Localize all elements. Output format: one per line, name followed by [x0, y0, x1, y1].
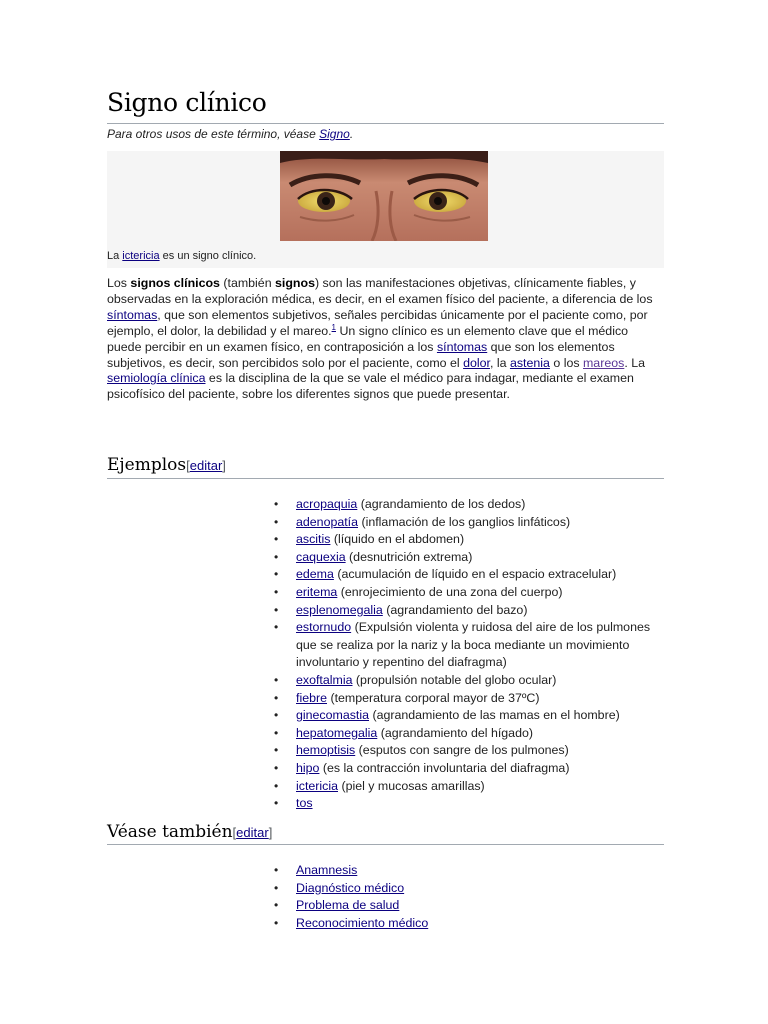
- bullet-icon: •: [274, 497, 279, 511]
- hatnote-link-signo[interactable]: Signo: [319, 127, 350, 141]
- example-description: (líquido en el abdomen): [330, 532, 465, 547]
- intro-text: Los: [107, 276, 131, 290]
- edit-bracket: [: [232, 825, 237, 840]
- edit-bracket: ]: [268, 825, 273, 840]
- example-term-link[interactable]: fiebre: [296, 690, 327, 705]
- reference-link[interactable]: 1: [331, 322, 336, 332]
- bullet-icon: •: [274, 708, 279, 723]
- intro-text: , la: [489, 355, 510, 370]
- example-term-link[interactable]: ictericia: [296, 778, 338, 793]
- link-sintomas[interactable]: síntomas: [107, 307, 158, 322]
- example-description: (temperatura corporal mayor de 37ºC): [327, 690, 540, 705]
- list-item: [274, 795, 656, 813]
- bullet-icon: •: [274, 898, 279, 913]
- bullet-icon: •: [274, 743, 279, 758]
- list-item: [274, 496, 656, 514]
- bullet-icon: •: [274, 549, 279, 564]
- bullet-icon: •: [274, 567, 279, 582]
- see-also-link[interactable]: Diagnóstico médico: [296, 880, 405, 895]
- intro-text: o los: [549, 355, 583, 370]
- section-divider: [107, 844, 664, 845]
- example-term-link[interactable]: tos: [296, 796, 313, 811]
- link-semiologia-clinica[interactable]: semiología clínica: [107, 371, 206, 386]
- example-description: (es la contracción involuntaria del diafragma): [319, 760, 570, 775]
- example-description: (agrandamiento de las mamas en el hombre): [369, 708, 620, 723]
- bullet-icon: •: [274, 514, 279, 529]
- list-item: [274, 549, 656, 567]
- list-item: [274, 880, 656, 898]
- list-item: [274, 760, 656, 778]
- edit-bracket: ]: [222, 458, 226, 473]
- example-term-link[interactable]: estornudo: [296, 620, 352, 635]
- example-description: (Expulsión violenta y ruidosa del aire de los pulmones que se realiza por la nariz y la boca mediante un movimiento involuntario y repentino del diafragma): [296, 620, 651, 670]
- intro-text: que son los elementos subjetivos, es decir, son percibidos solo por el paciente, como el: [107, 339, 615, 370]
- example-term-link[interactable]: edema: [296, 567, 334, 582]
- intro-text: , que son elementos subjetivos, señales percibidas únicamente por el paciente como, por ejemplo, el dolor, la debilidad y el mareo.: [107, 307, 648, 338]
- example-term-link[interactable]: eritema: [296, 584, 338, 599]
- intro-paragraph: [107, 276, 663, 403]
- example-term-link[interactable]: caquexia: [296, 549, 346, 564]
- list-item: [274, 778, 656, 796]
- caption-link-ictericia[interactable]: ictericia: [122, 250, 160, 262]
- bullet-icon: •: [274, 602, 279, 617]
- list-item: [274, 897, 656, 915]
- edit-section: [233, 825, 273, 840]
- intro-bold-term: signos: [275, 276, 315, 290]
- link-sintomas-2[interactable]: síntomas: [436, 339, 488, 354]
- intro-text: Un signo clínico es un elemento clave que el médico puede percibir en un examen físico, en contraposición a los: [107, 323, 629, 354]
- example-description: (agrandamiento del hígado): [377, 725, 533, 740]
- hatnote-suffix: .: [349, 127, 354, 141]
- bullet-icon: •: [274, 584, 279, 599]
- list-item: [274, 742, 656, 760]
- bullet-icon: •: [274, 880, 279, 895]
- bullet-icon: •: [274, 778, 279, 793]
- bullet-icon: •: [274, 863, 279, 877]
- section-title: Véase también: [107, 822, 233, 842]
- see-also-link[interactable]: Reconocimiento médico: [296, 915, 429, 930]
- list-item: [274, 531, 656, 549]
- list-item: [274, 584, 656, 602]
- list-item: [274, 602, 656, 620]
- caption-suffix: es un signo clínico.: [159, 250, 257, 262]
- page-title: Signo clínico: [107, 88, 267, 117]
- section-heading-ejemplos: [107, 455, 226, 475]
- see-also-link[interactable]: Anamnesis: [296, 863, 358, 877]
- hatnote: [107, 127, 353, 141]
- caption-prefix: La: [107, 250, 123, 262]
- figure-thumbnail: [107, 151, 664, 268]
- list-item: [274, 672, 656, 690]
- section-heading-vease-tambien: [107, 822, 272, 842]
- example-term-link[interactable]: esplenomegalia: [296, 602, 383, 617]
- example-description: (enrojecimiento de una zona del cuerpo): [337, 584, 563, 599]
- intro-bold-term: signos clínicos: [130, 276, 220, 290]
- list-item: [274, 862, 656, 880]
- bullet-icon: •: [274, 690, 279, 705]
- example-description: (esputos con sangre de los pulmones): [355, 743, 569, 758]
- bullet-icon: •: [274, 915, 279, 930]
- example-term-link[interactable]: ascitis: [296, 532, 331, 547]
- bullet-icon: •: [274, 760, 279, 775]
- title-divider: [107, 123, 664, 124]
- list-item: [274, 514, 656, 532]
- edit-link[interactable]: editar: [189, 458, 223, 473]
- example-term-link[interactable]: hipo: [296, 760, 320, 775]
- example-description: (desnutrición extrema): [345, 549, 473, 564]
- intro-text: es la disciplina de la que se vale el médico para indagar, mediante el examen psicofísico del paciente, sobre los diferentes signos que puede presentar.: [107, 371, 634, 402]
- figure-caption: [107, 250, 256, 262]
- examples-list: [274, 496, 656, 813]
- example-term-link[interactable]: ginecomastia: [296, 708, 370, 723]
- bullet-icon: •: [274, 532, 279, 547]
- jaundice-eyes-image: [280, 151, 488, 241]
- see-also-list: [274, 862, 656, 932]
- hatnote-text: Para otros usos de este término, véase: [107, 127, 320, 141]
- link-mareos[interactable]: mareos: [582, 355, 625, 370]
- example-description: (acumulación de líquido en el espacio extracelular): [333, 567, 617, 582]
- intro-text: ) son las manifestaciones objetivas, clínicamente fiables, y observadas en la exploración médica, es decir, en el examen físico del paciente, a diferencia de los: [107, 276, 653, 306]
- example-term-link[interactable]: exoftalmia: [296, 672, 353, 687]
- see-also-link[interactable]: Problema de salud: [296, 898, 400, 913]
- bullet-icon: •: [274, 620, 279, 635]
- example-term-link[interactable]: hemoptisis: [296, 743, 356, 758]
- example-description: (agrandamiento de los dedos): [357, 497, 526, 511]
- section-divider: [107, 478, 664, 479]
- list-item: [274, 915, 656, 933]
- list-item: [274, 725, 656, 743]
- example-description: (piel y mucosas amarillas): [338, 778, 485, 793]
- bullet-icon: •: [274, 725, 279, 740]
- section-title: Ejemplos: [107, 455, 187, 475]
- list-item: [274, 566, 656, 584]
- list-item: [274, 690, 656, 708]
- example-description: (propulsión notable del globo ocular): [352, 672, 557, 687]
- intro-text: (también: [219, 276, 276, 290]
- example-term-link[interactable]: hepatomegalia: [296, 725, 378, 740]
- list-item: [274, 619, 656, 672]
- link-dolor[interactable]: dolor: [463, 355, 490, 370]
- bullet-icon: •: [274, 672, 279, 687]
- edit-link[interactable]: editar: [236, 825, 269, 840]
- edit-bracket: [: [186, 458, 190, 473]
- bullet-icon: •: [274, 796, 279, 811]
- example-description: (agrandamiento del bazo): [382, 602, 528, 617]
- example-term-link[interactable]: acropaquia: [296, 497, 358, 511]
- example-description: (inflamación de los ganglios linfáticos): [358, 514, 571, 529]
- list-item: [274, 707, 656, 725]
- link-astenia[interactable]: astenia: [509, 355, 550, 370]
- edit-section: [186, 458, 226, 473]
- example-term-link[interactable]: adenopatía: [296, 514, 359, 529]
- intro-text: . La: [624, 355, 645, 370]
